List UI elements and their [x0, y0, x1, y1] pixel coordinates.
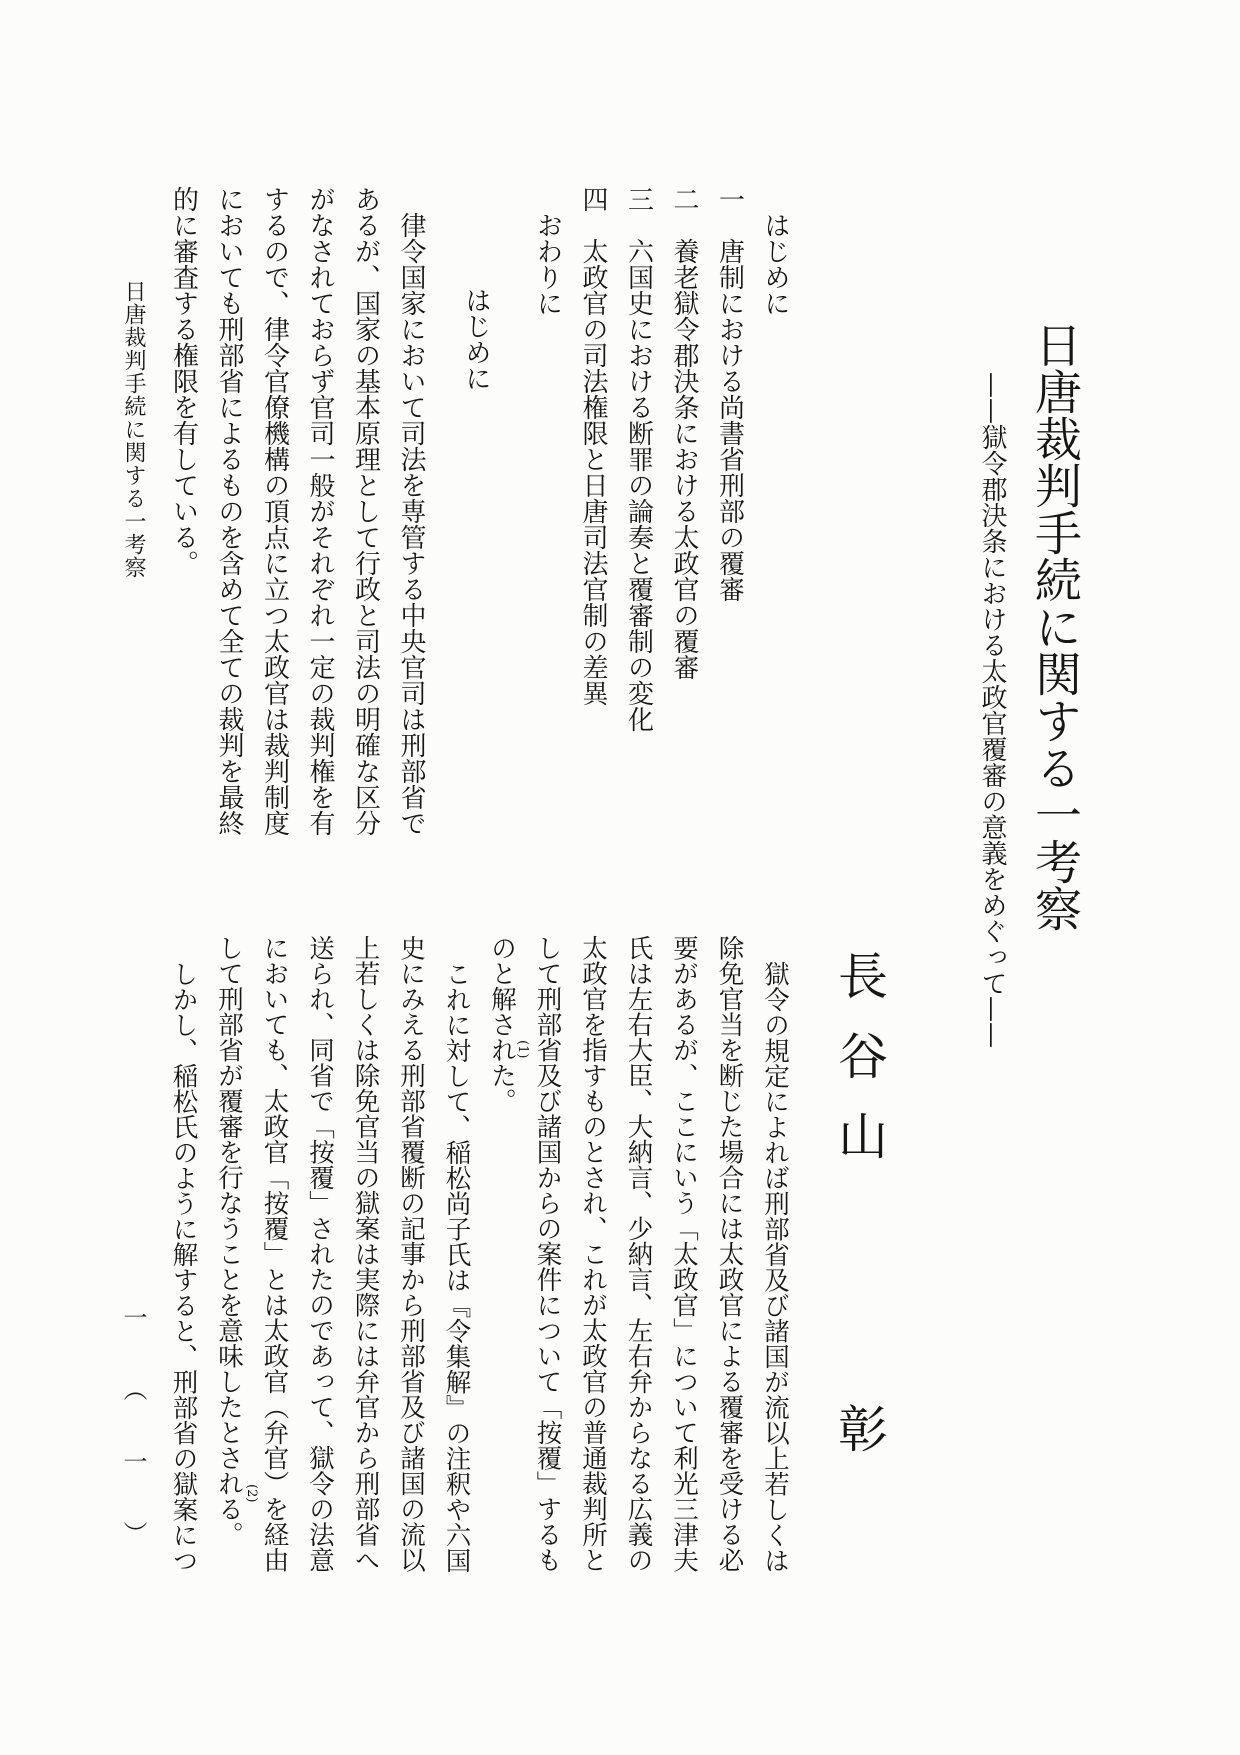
running-title: 日唐裁判手続に関する一考察: [121, 280, 146, 579]
page-number: 一（一）: [119, 1305, 147, 1593]
body-text-column: これに対して、稲松尚子氏は『令集解』の注釈や六国: [441, 960, 472, 1573]
toc-item: おわりに: [532, 212, 563, 316]
toc-item: 二 養老獄令郡決条における太政官の覆審: [669, 186, 699, 680]
section-heading: はじめに: [461, 287, 491, 391]
author-family-name: 長谷山: [830, 950, 888, 1190]
body-text-column: 氏は左右大臣、大納言、少納言、左右弁からなる広義の: [623, 935, 654, 1573]
body-text-column: 獄令の規定によれば刑部省及び諸国が流以上若しくは: [760, 960, 790, 1573]
footnote-marker: (2): [244, 1484, 259, 1503]
body-text-column: して刑部省及び諸国からの案件について「按覆」するも: [532, 935, 563, 1573]
body-text-column: するので、律令官僚機構の頂点に立つ太政官は裁判制度: [259, 186, 290, 836]
article-title: 日唐裁判手続に関する一考察: [1027, 321, 1082, 932]
body-text-column: 的に審査する権限を有している。: [168, 186, 199, 576]
body-text-column: 除免官当を断じた場合には太政官による覆審を受ける必: [714, 935, 745, 1573]
body-text-column: がなされておらず官司一般がそれぞれ一定の裁判権を有: [305, 186, 335, 836]
body-text-intro: [160, 186, 433, 841]
body-text-column: して刑部省が覆審を行なうことを意味したとされる。: [214, 935, 244, 1547]
body-text-column: 送られ、同省で「按覆」されたのであって、獄令の法意: [305, 935, 335, 1573]
body-text-column: のと解された。: [487, 935, 517, 1114]
body-text-column: においても、太政官「按覆」とは太政官（弁官）を経由: [259, 935, 290, 1573]
body-text-column: あるが、国家の基本原理として行政と司法の明確な区分: [350, 186, 381, 836]
footnote-marker: (1): [515, 1040, 530, 1059]
body-text-column: しかし、稲松氏のように解すると、刑部省の獄案につ: [168, 960, 199, 1573]
body-text-column: においても刑部省によるものを含めて全ての裁判を最終: [214, 186, 244, 836]
author-given-name: 彰: [830, 1403, 888, 1453]
toc-item: 一 唐制における尚書省刑部の覆審: [714, 186, 745, 602]
toc-item: 四 太政官の司法権限と日唐司法官制の差異: [578, 186, 608, 706]
body-text-column: 要があるが、ここにいう「太政官」について利光三津夫: [669, 935, 699, 1573]
toc-item: はじめに: [760, 212, 790, 316]
body-text-column: 上若しくは除免官当の獄案は実際には弁官から刑部省へ: [350, 935, 381, 1573]
body-text-continued: [160, 935, 797, 1575]
body-text-column: 史にみえる刑部省覆断の記事から刑部省及び諸国の流以: [396, 935, 426, 1573]
body-text-column: 太政官を指すものとされ、これが太政官の普通裁判所と: [578, 935, 608, 1573]
body-text-column: 律令国家において司法を専管する中央官司は刑部省で: [396, 212, 426, 836]
toc-item: 三 六国史における断罪の論奏と覆審制の変化: [623, 186, 654, 732]
table-of-contents: [524, 186, 797, 841]
article-subtitle: ——獄令郡決条における太政官覆審の意義をめぐって——: [977, 372, 1007, 1048]
